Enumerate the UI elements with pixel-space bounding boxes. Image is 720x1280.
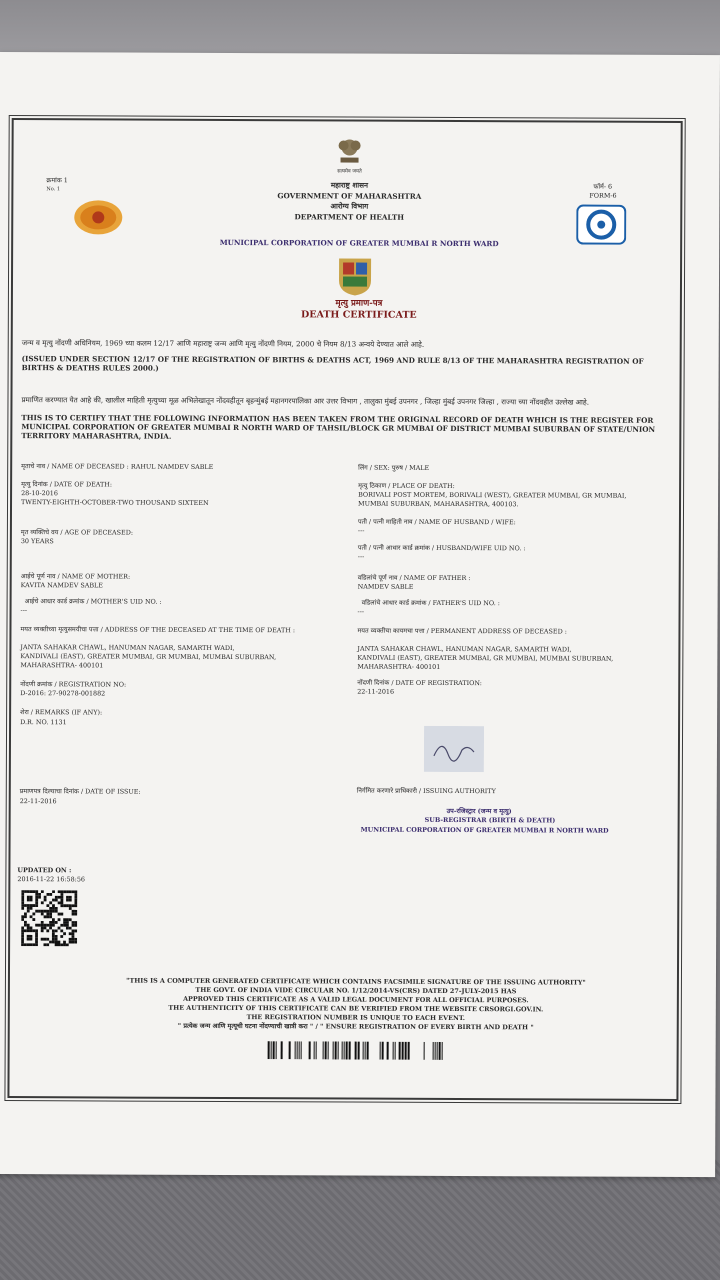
deceased-name-field [21, 462, 213, 471]
maharashtra-seal-icon [73, 199, 123, 235]
footer-line-5: THE REGISTRATION NUMBER IS UNIQUE TO EACH EVENT. [246, 1013, 465, 1023]
reg-date-label: नोंदणी दिनांक / DATE OF REGISTRATION: [357, 678, 482, 688]
pod-value-1: BORIVALI POST MORTEM, BORIVALI (WEST), GREATER MUMBAI, GR MUMBAI, [358, 490, 627, 500]
certificate-title-mr: मृत्यु प्रमाण-पत्र [335, 298, 383, 309]
act-text-en: (ISSUED UNDER SECTION 12/17 OF THE REGISTRATION OF BIRTHS & DEATHS ACT, 1969 AND RULE 8/13 OF THE MAHARASHTRA REGISTRATION OF BIRTHS & DEATHS RULES 2000.) [21, 354, 644, 373]
dod-value: 28-10-2016 [21, 489, 58, 498]
form-no-mr: फॉर्म- 6 [593, 182, 613, 191]
certify-text-en: THIS IS TO CERTIFY THAT THE FOLLOWING INFORMATION HAS BEEN TAKEN FROM THE ORIGINAL RECORD OF DEATH WHICH IS THE REGISTER FOR MUNICIPAL CORPORATION OF GREATER MUMBAI R NORTH WARD OF TAHSIL/BLOCK GR MUMBAI OF DISTRICT MUMBAI SUBURBAN OF STATE/UNION TERRITORY MAHARASHTRA, INDIA. [21, 413, 656, 441]
addr-perm-1: JANTA SAHAKAR CHAWL, HANUMAN NAGAR, SAMARTH WADI, [357, 644, 572, 654]
remarks-value: D.R. NO. 1131 [20, 718, 67, 727]
corporation-title: MUNICIPAL CORPORATION OF GREATER MUMBAI R NORTH WARD [219, 237, 499, 249]
barcode [260, 1041, 446, 1060]
certify-text-mr: प्रमाणित करण्यात येत आहे की, खालील माहिती मृत्युच्या मूळ अभिलेखातून नोंदवहीतून बृहन्मुंबई महानगरपालिका आर उत्तर विभाग , तालुका मुंबई उपनगर , जिल्हा मुंबई उपनगर जिल्हा , राज्या च्या नोंदवहीत उल्लेख आहे. [21, 395, 590, 407]
addr-death-label: मयत व्यक्तीच्या मृत्युसमयीचा पत्ता / ADDRESS OF THE DECEASED AT THE TIME OF DEATH : [20, 625, 296, 635]
father-uid-label: वडिलांचे आधार कार्ड क्रमांक / FATHER'S UID NO. : [361, 598, 500, 608]
authority-corporation: MUNICIPAL CORPORATION OF GREATER MUMBAI R NORTH WARD [360, 825, 609, 835]
sex-label: लिंग / SEX: [358, 463, 390, 472]
father-value: NAMDEV SABLE [357, 582, 414, 591]
reg-date-value: 22-11-2016 [357, 687, 395, 696]
mcgm-crest-icon [333, 254, 377, 296]
mother-uid-value: --- [20, 606, 28, 615]
spouse-label: पती / पत्नी माहिती नाव / NAME OF HUSBAND / WIFE: [357, 517, 516, 527]
certificate-paper [0, 52, 720, 1177]
reg-no-label: नोंदणी क्रमांक / REGISTRATION NO: [20, 680, 127, 689]
pod-label: मृत्यु ठिकाण / PLACE OF DEATH: [358, 481, 455, 490]
father-uid-value: --- [357, 607, 365, 616]
national-emblem-icon [334, 135, 364, 167]
authority-label: निर्गमित करणारे प्राधिकारी / ISSUING AUTHORITY [356, 786, 496, 796]
updated-label: UPDATED ON : [17, 866, 72, 875]
addr-death-1: JANTA SAHAKAR CHAWL, HANUMAN NAGAR, SAMARTH WADI, [20, 643, 235, 653]
spouse-uid-value: --- [357, 552, 365, 561]
spouse-value: --- [357, 526, 365, 535]
addr-death-2: KANDIVALI (EAST), GREATER MUMBAI, GR MUMBAI, MUMBAI SUBURBAN, [20, 652, 277, 662]
act-text-mr: जन्म व मृत्यु नोंदणी अधिनियम, 1969 च्या कलम 12/17 आणि महाराष्ट्र जन्म आणि मृत्यु नोंदणी नियम, 2000 चे नियम 8/13 अन्वये देण्यात आले आहे. [21, 338, 425, 349]
footer-line-6: " प्रत्येक जन्म आणि मृत्यूची घटना नोंदण्याची खात्री करा " / " ENSURE REGISTRATION OF EVERY BIRTH AND DEATH " [177, 1021, 534, 1032]
age-value: 30 YEARS [20, 537, 54, 546]
govt-title-mr: महाराष्ट्र शासन [330, 180, 368, 190]
pod-value-2: MUMBAI SUBURBAN, MAHARASHTRA, 400103. [358, 499, 519, 509]
remarks-label: शेरा / REMARKS (IF ANY): [20, 708, 103, 717]
addr-death-3: MAHARASHTRA- 400101 [20, 661, 104, 670]
spouse-uid-label: पती / पत्नी आधार कार्ड क्रमांक / HUSBAND/WIFE UID NO. : [357, 543, 526, 553]
footer-line-3: APPROVED THIS CERTIFICATE AS A VALID LEGAL DOCUMENT FOR ALL OFFICIAL PURPOSES. [183, 994, 529, 1005]
issue-date-label: प्रमाणपत्र दिल्याचा दिनांक / DATE OF ISSUE: [19, 787, 141, 796]
serial-no-mr: क्रमांक 1 [46, 176, 68, 185]
form-no-en: FORM-6 [589, 191, 617, 200]
dept-title-en: DEPARTMENT OF HEALTH [294, 212, 405, 222]
sex-value: पुरुष / MALE [391, 463, 430, 472]
footer-line-1: "THIS IS A COMPUTER GENERATED CERTIFICATE WHICH CONTAINS FACSIMILE SIGNATURE OF THE ISSUING AUTHORITY" [126, 976, 586, 987]
updated-value: 2016-11-22 16:58:56 [17, 875, 86, 884]
mother-label: आईचे पूर्ण नाव / NAME OF MOTHER: [20, 572, 131, 581]
father-label: वडिलांचे पूर्ण नाव / NAME OF FATHER : [357, 573, 471, 583]
qr-code [21, 890, 77, 946]
sex-field [358, 464, 429, 472]
dod-words: TWENTY-EIGHTH-OCTOBER-TWO THOUSAND SIXTEEN [21, 498, 209, 507]
issue-date-value: 22-11-2016 [19, 797, 57, 806]
footer-line-2: THE GOVT. OF INDIA VIDE CIRCULAR NO. 1/12/2014-VS(CRS) DATED 27-JULY-2015 HAS [195, 985, 517, 996]
sub-registrar-mr: उप-रजिस्ट्रार (जन्म व मृत्यु) [446, 806, 512, 816]
signature-icon [424, 726, 484, 772]
addr-perm-3: MAHARASHTRA- 400101 [357, 662, 441, 671]
mother-uid-label: आईचे आधार कार्ड क्रमांक / MOTHER'S UID NO. : [24, 597, 162, 606]
addr-perm-2: KANDIVALI (EAST), GREATER MUMBAI, GR MUMBAI, MUMBAI SUBURBAN, [357, 653, 614, 663]
serial-no-en: No. 1 [46, 186, 61, 193]
deceased-name-label: मृताचे नाव / NAME OF DECEASED : [21, 462, 129, 471]
dod-label: मृत्यु दिनांक / DATE OF DEATH: [21, 480, 113, 489]
deceased-name-value: RAHUL NAMDEV SABLE [130, 462, 214, 471]
addr-perm-label: मयत व्यक्तीचा कायमचा पत्ता / PERMANENT ADDRESS OF DECEASED : [357, 626, 567, 636]
emblem-motto: सत्यमेव जयते [337, 168, 362, 175]
certificate-title-en: DEATH CERTIFICATE [301, 309, 417, 321]
mother-value: KAVITA NAMDEV SABLE [20, 581, 103, 590]
sub-registrar-en: SUB-REGISTRAR (BIRTH & DEATH) [424, 815, 556, 825]
footer-line-4: THE AUTHENTICITY OF THIS CERTIFICATE CAN BE VERIFIED FROM THE WEBSITE CRSORGI.GOV.IN. [168, 1003, 544, 1014]
background-bottom [0, 1160, 720, 1280]
dept-title-mr: आरोग्य विभाग [330, 201, 369, 211]
reg-no-value: D-2016: 27-90278-001882 [20, 689, 106, 698]
govt-title-en: GOVERNMENT OF MAHARASHTRA [277, 191, 422, 201]
health-logo-icon [576, 205, 626, 245]
age-label: मृत व्यक्तिचे वय / AGE OF DECEASED: [20, 528, 133, 537]
